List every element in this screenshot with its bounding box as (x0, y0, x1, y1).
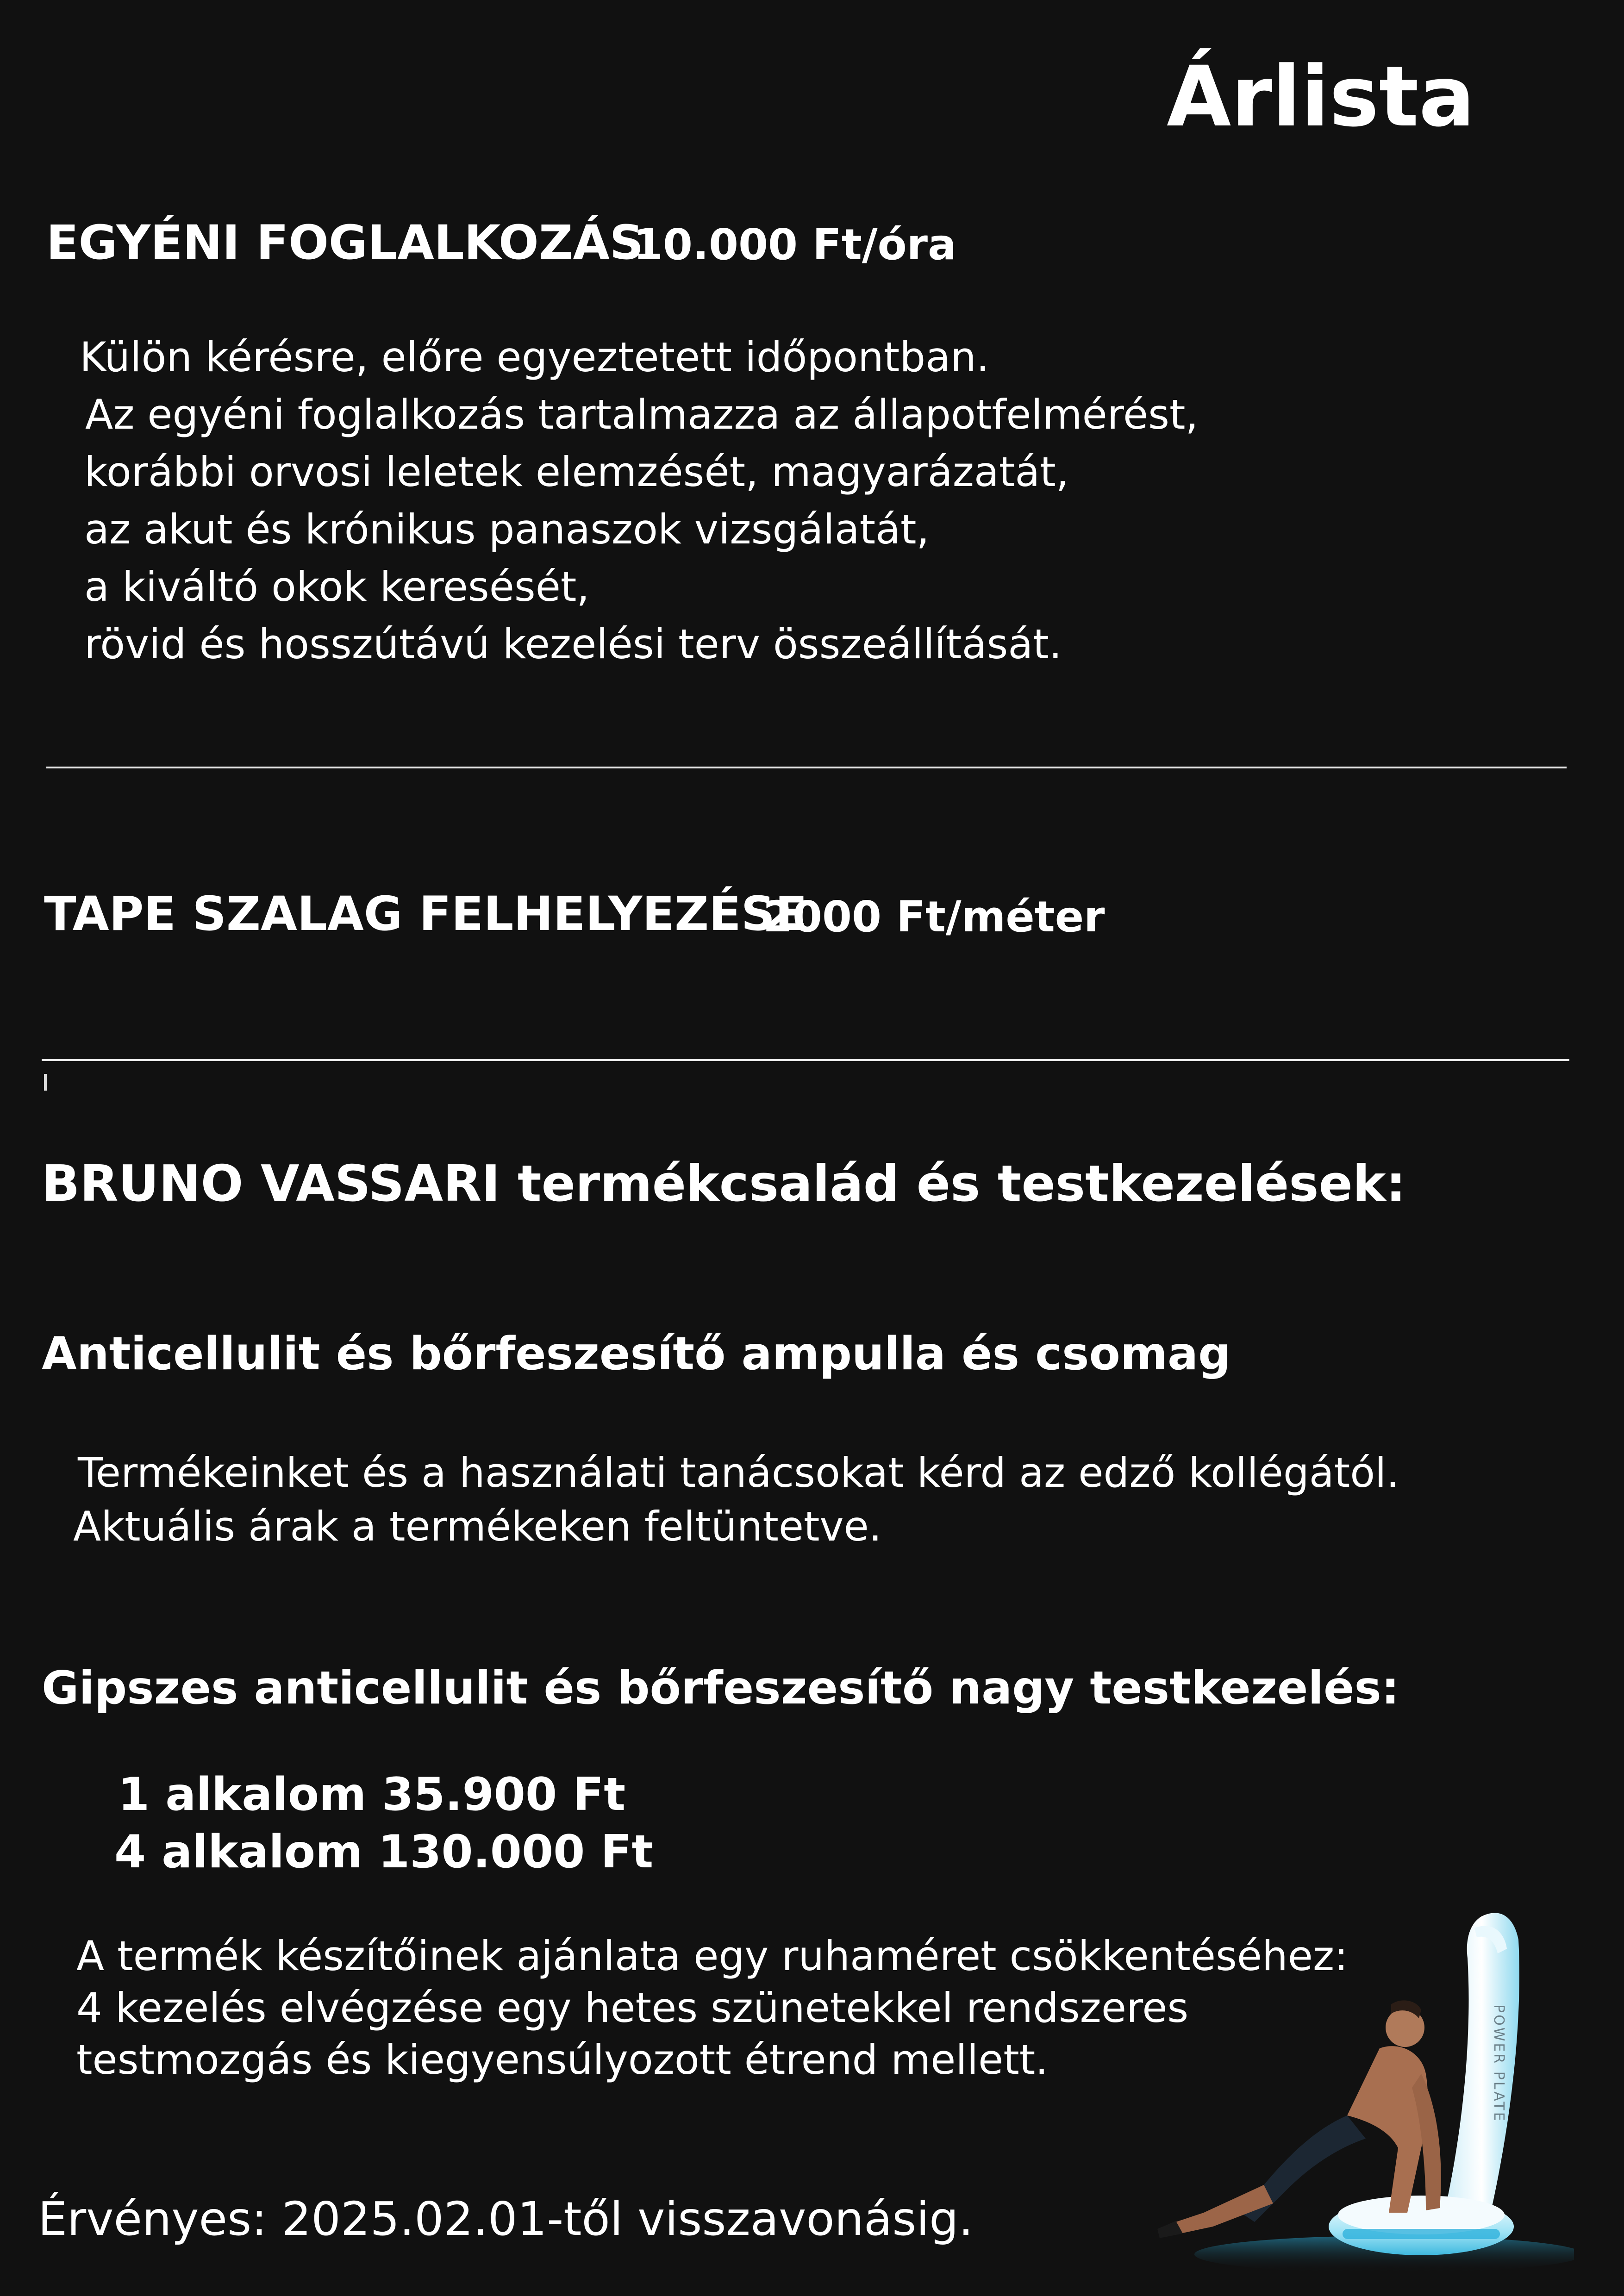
session-label: 1 alkalom (118, 1768, 367, 1821)
session-row (114, 1826, 654, 1883)
power-plate-photo (1148, 1889, 1574, 2277)
session-price-table (114, 1768, 654, 1883)
machine-pillar (1444, 1913, 1519, 2213)
egyeni-line: korábbi orvosi leletek elemzését, magyarázatát, (84, 448, 1069, 496)
divider-tick (44, 1074, 47, 1091)
bruno-heading: BRUNO VASSARI termékcsalád és testkezelések: (42, 1155, 1406, 1213)
gipsz-heading: Gipszes anticellulit és bőrfeszesítő nagy testkezelés: (42, 1662, 1399, 1715)
validity-text: Érvényes: 2025.02.01-től visszavonásig. (38, 2192, 974, 2246)
power-plate-logo-text: POWER PLATE (1491, 2004, 1507, 2123)
egyeni-line: a kiváltó okok keresését, (84, 563, 590, 611)
egyeni-line: Külön kérésre, előre egyeztetett időpontban. (80, 333, 989, 381)
egyeni-line: Az egyéni foglalkozás tartalmazza az állapotfelmérést, (85, 391, 1199, 438)
gipsz-note-line: A termék készítőinek ajánlata egy ruhaméret csökkentéséhez: (76, 1932, 1348, 1980)
session-price: 35.900 Ft (382, 1768, 626, 1821)
divider-2 (42, 1059, 1569, 1061)
gipsz-note-line: testmozgás és kiegyensúlyozott étrend mellett. (76, 2036, 1049, 2084)
ampulla-description (73, 1444, 1399, 1555)
gipsz-note-line: 4 kezelés elvégzése egy hetes szünetekkel rendszeres (76, 1984, 1189, 2032)
machine-base-glow (1343, 2229, 1500, 2239)
session-row (118, 1768, 626, 1826)
machine-platform (1338, 2196, 1505, 2234)
session-price: 130.000 Ft (378, 1826, 654, 1878)
page-title: Árlista (1167, 49, 1475, 145)
tape-price: 2000 Ft/méter (763, 892, 1105, 942)
ampulla-line: Termékeinket és a használati tanácsokat kérd az edző kollégától. (78, 1449, 1399, 1497)
egyeni-line: rövid és hosszútávú kezelési terv összeállítását. (84, 620, 1062, 668)
egyeni-line: az akut és krónikus panaszok vizsgálatát, (84, 505, 930, 553)
divider-1 (46, 767, 1567, 768)
egyeni-description (80, 329, 1199, 673)
ampulla-line: Aktuális árak a termékeken feltüntetve. (73, 1503, 882, 1550)
ampulla-heading: Anticellulit és bőrfeszesítő ampulla és csomag (42, 1328, 1231, 1380)
power-plate-illustration (1148, 1889, 1574, 2277)
tape-heading: TAPE SZALAG FELHELYEZÉSE (44, 886, 807, 942)
egyeni-heading: EGYÉNI FOGLALKOZÁS (46, 215, 644, 270)
egyeni-price: 10.000 Ft/óra (633, 220, 957, 269)
session-label: 4 alkalom (114, 1826, 363, 1878)
person-torso (1347, 2046, 1428, 2213)
